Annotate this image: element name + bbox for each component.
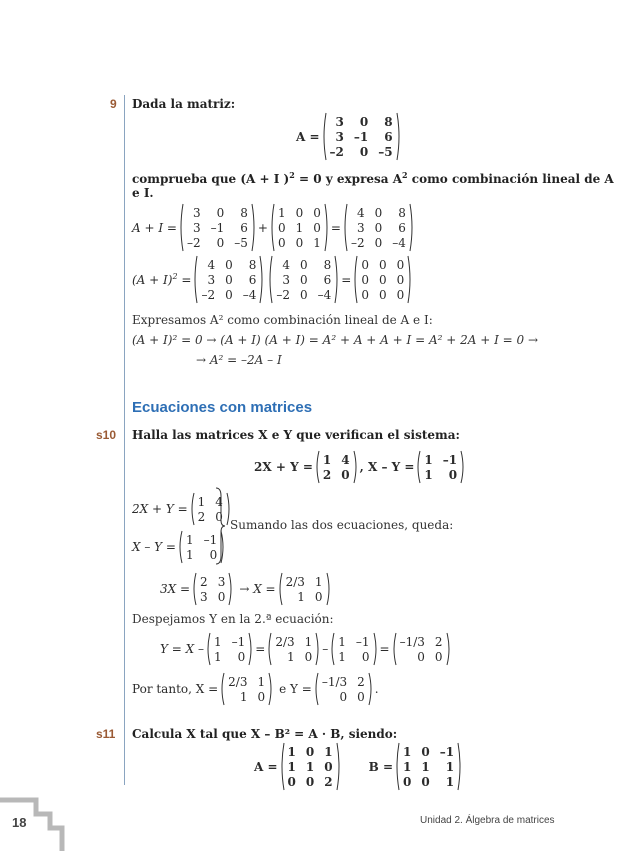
matrix-cell: 0 (374, 220, 383, 235)
matrix-cell: 6 (384, 129, 393, 144)
right-paren (251, 203, 256, 252)
matrix-grid (272, 635, 315, 664)
exercise-statement: comprueba que (A + I )$^2$ = 0 y expresa $A^2$ como combinación lineal de A (132, 170, 614, 186)
matrix-cell: 0 (341, 467, 350, 482)
matrix-cell: 1 (338, 649, 346, 664)
matrix-cell: 0 (314, 589, 323, 604)
right-paren (324, 203, 329, 252)
matrix-cell: 0 (257, 689, 266, 704)
exercise-statement-cont: e I. (132, 186, 154, 200)
matrix-grid (211, 635, 248, 664)
matrix-cell: 3 (192, 220, 201, 235)
matrix-cell: –1 (355, 634, 370, 649)
right-paren (259, 255, 264, 304)
section-title: Ecuaciones con matrices (132, 399, 313, 416)
matrix-cell: 0 (396, 287, 405, 302)
matrix-cell: 1 (322, 452, 332, 467)
matrix-cell: 3 (282, 272, 290, 287)
matrix-cell: 1 (445, 759, 455, 774)
matrix-cell: 3 (356, 220, 365, 235)
matrix-cell: 4 (282, 257, 290, 272)
matrix-grid (197, 575, 228, 604)
matrix-grid (327, 115, 396, 159)
matrix-cell: 1 (304, 634, 313, 649)
matrix-cell: 2 (322, 467, 332, 482)
matrix-a (322, 112, 401, 161)
matrix-cell: 0 (277, 220, 286, 235)
matrix-cell: 0 (237, 649, 246, 664)
matrix-cell: 0 (215, 509, 223, 524)
matrix-cell: 3 (207, 272, 216, 287)
matrix-cell: 6 (248, 272, 257, 287)
matrix-cell: 2 (200, 574, 208, 589)
matrix-grid (358, 258, 407, 302)
margin-rule (124, 95, 125, 785)
matrix-cell: 0 (396, 257, 405, 272)
right-paren (446, 632, 451, 666)
matrix-cell: 0 (300, 257, 308, 272)
matrix-cell: 0 (209, 547, 218, 562)
matrix-cell: –4 (242, 287, 257, 302)
matrix-cell: 1 (445, 774, 455, 789)
matrix-grid (285, 745, 336, 789)
matrix-cell: 0 (295, 205, 304, 220)
matrix-cell: –1 (203, 532, 218, 547)
matrix-cell: 0 (378, 272, 387, 287)
matrix (268, 255, 339, 304)
matrix-cell: 6 (323, 272, 332, 287)
right-paren (409, 203, 414, 252)
matrix-cell: –1 (210, 220, 225, 235)
matrix-cell: 2 (324, 774, 333, 789)
matrix-cell: 8 (248, 257, 257, 272)
matrix-cell: 0 (361, 287, 369, 302)
matrix-cell: 4 (207, 257, 216, 272)
three-x-equation: 3X = 2 3 3 0 → X = 2/3 1 1 0 (160, 572, 333, 606)
matrix-cell: 2 (197, 509, 206, 524)
matrix-cell: 0 (304, 649, 313, 664)
matrix-cell: 1 (305, 759, 315, 774)
matrix-cell: 0 (361, 257, 369, 272)
matrix-cell: 0 (434, 649, 443, 664)
square-equation: $(A + I)^2$ = 4 0 8 3 0 6 –2 0 –4 4 0 8 3 0 6 –2 0 –4 = 0 0 0 0 0 0 0 0 0 (132, 255, 414, 304)
matrix-cell: 1 (277, 205, 286, 220)
matrix-cell: 0 (361, 649, 370, 664)
matrix-cell: 0 (339, 689, 348, 704)
matrix (343, 203, 414, 252)
identity-matrix (270, 203, 329, 252)
conclusion: Por tanto, X = 2/3 1 1 0 e Y = –1/3 2 0 0 . (132, 672, 379, 706)
matrix-cell: 0 (216, 205, 225, 220)
matrix-grid (421, 453, 460, 482)
matrix-cell: 0 (300, 272, 308, 287)
matrix-y (392, 632, 451, 666)
system-of-equations: 2X + Y = 1 4 2 0 , X – Y = 1 –1 1 0 (254, 450, 467, 484)
matrix-cell: 1 (239, 689, 248, 704)
matrix-cell: 1 (324, 744, 333, 759)
zero-matrix (353, 255, 412, 304)
right-paren (268, 672, 273, 706)
matrix-cell: –2 (186, 235, 201, 250)
exercise-number: s11 (96, 727, 116, 741)
right-paren (368, 672, 373, 706)
matrix-cell: 4 (341, 452, 350, 467)
matrix-cell: 0 (421, 744, 430, 759)
matrix-cell: 0 (295, 235, 304, 250)
matrix-cell: 0 (287, 774, 296, 789)
matrix-cell: 8 (240, 205, 248, 220)
right-paren (396, 112, 401, 161)
matrix-grid (348, 206, 409, 250)
matrix-cell: –4 (317, 287, 332, 302)
exercise-title: Halla las matrices X e Y que verifican el sistema: (132, 428, 460, 442)
matrix-cell: 1 (185, 532, 194, 547)
right-paren (407, 255, 412, 304)
matrix-cell: 2/3 (285, 574, 305, 589)
matrix-cell: 1 (403, 759, 412, 774)
y-equation: Y = X – 1 –1 1 0 = 2/3 1 1 0 – 1 –1 1 0 = –1/3 2 0 0 (160, 632, 453, 666)
matrix-cell: 2 (434, 634, 443, 649)
matrix-grid (275, 206, 324, 250)
matrix-grid (198, 258, 259, 302)
matrix-cell: –2 (201, 287, 216, 302)
matrix (267, 632, 320, 666)
matrix-grid (397, 635, 446, 664)
matrix (206, 632, 253, 666)
matrix-cell: 0 (313, 220, 321, 235)
derivation-line: (A + I)² = 0 → (A + I) (A + I) = A² + A + A + I = A² + 2A + I = 0 → (132, 333, 539, 347)
matrix-grid (400, 745, 457, 789)
matrix-cell: 0 (359, 144, 369, 159)
matrix-cell: –1 (442, 452, 458, 467)
matrix-cell: 1 (421, 759, 430, 774)
right-paren (353, 450, 358, 484)
matrix-cell: 1 (338, 634, 346, 649)
right-paren (457, 742, 462, 791)
matrix-b (395, 742, 462, 791)
matrix-cell: 0 (378, 257, 387, 272)
matrix-cell: –1/3 (399, 634, 425, 649)
exercise-number: s10 (96, 428, 117, 442)
matrix-x (220, 672, 273, 706)
matrix-cell: 3 (217, 574, 226, 589)
matrix (193, 255, 264, 304)
matrix-cell: –4 (392, 235, 406, 250)
matrix-cell: 0 (216, 235, 225, 250)
right-paren (228, 572, 233, 606)
right-paren (248, 632, 253, 666)
despejamos-text: Despejamos Y en la 2.ª ecuación: (132, 612, 334, 626)
matrix-grid (273, 258, 334, 302)
express-text: Expresamos A² como combinación lineal de A e I: (132, 313, 433, 327)
exercise-title: Dada la matriz: (132, 97, 236, 111)
sumando-text: Sumando las dos ecuaciones, queda: (230, 518, 454, 532)
right-paren (336, 742, 341, 791)
matrix-cell: –1 (231, 634, 246, 649)
matrix-cell: 1 (286, 649, 295, 664)
matrix-cell: 1 (295, 220, 304, 235)
matrix-cell: 2/3 (275, 634, 295, 649)
matrix-cell: 3 (335, 129, 344, 144)
matrix-cell: 1 (213, 634, 222, 649)
matrix-cell: 0 (277, 235, 286, 250)
matrix-cell: 4 (356, 205, 365, 220)
right-paren (326, 572, 331, 606)
matrix-grid (319, 675, 368, 704)
matrix-y (314, 672, 373, 706)
matrix-cell: 1 (313, 235, 321, 250)
page-number: 18 (12, 815, 27, 830)
matrix-cell: 1 (213, 649, 222, 664)
matrix-cell: 6 (240, 220, 248, 235)
matrix-cell: –1 (353, 129, 369, 144)
matrix-cell: 8 (398, 205, 406, 220)
right-paren (373, 632, 378, 666)
matrix-cell: 0 (305, 744, 315, 759)
matrix-a-b-definition: A = 1 0 1 1 1 0 0 0 2 B = 1 0 –1 1 1 1 0 0 1 (254, 742, 464, 791)
matrix-cell: –1 (439, 744, 455, 759)
exercise-number: 9 (110, 97, 117, 111)
matrix-cell: 0 (305, 774, 315, 789)
matrix-cell: 1 (424, 452, 433, 467)
matrix-cell: 0 (448, 467, 458, 482)
matrix-cell: 1 (287, 744, 296, 759)
matrix (416, 450, 465, 484)
matrix-cell: –2 (276, 287, 290, 302)
equation-a: 2X + Y = 1 4 2 0 (132, 492, 233, 526)
footer-unit-title: Unidad 2. Álgebra de matrices (420, 815, 555, 826)
matrix-cell: 3 (200, 589, 208, 604)
matrix-grid (225, 675, 268, 704)
matrix-cell: 0 (324, 759, 333, 774)
matrix (192, 572, 233, 606)
right-paren (334, 255, 339, 304)
matrix-cell: 0 (225, 287, 233, 302)
matrix-a (280, 742, 341, 791)
matrix-grid (320, 453, 353, 482)
matrix-cell: 4 (215, 494, 223, 509)
matrix-cell: 0 (374, 235, 383, 250)
matrix-cell: 0 (421, 774, 430, 789)
matrix-cell: 1 (287, 759, 296, 774)
matrix-cell: 3 (335, 114, 344, 129)
matrix-cell: –2 (350, 235, 365, 250)
sum-equation: A + I = 3 0 8 3 –1 6 –2 0 –5 + 1 0 0 0 1 0 0 0 1 = 4 0 8 3 0 6 –2 0 –4 (132, 203, 416, 252)
matrix-cell: 0 (313, 205, 321, 220)
matrix-cell: 1 (297, 589, 305, 604)
matrix-grid (184, 206, 251, 250)
derivation-result: → A² = –2A – I (196, 353, 282, 367)
matrix (330, 632, 377, 666)
matrix-cell: 0 (359, 114, 369, 129)
matrix-cell: 1 (257, 674, 266, 689)
right-paren (460, 450, 465, 484)
right-paren (315, 632, 320, 666)
matrix-cell: 1 (197, 494, 206, 509)
equation-b: X – Y = 1 –1 1 0 (132, 530, 227, 564)
matrix-cell: 0 (217, 589, 226, 604)
matrix-cell: 2 (357, 674, 365, 689)
matrix-cell: 0 (403, 774, 412, 789)
matrix-cell: 0 (225, 272, 233, 287)
matrix-cell: 1 (314, 574, 323, 589)
matrix-cell: –5 (378, 144, 393, 159)
matrix-cell: 1 (424, 467, 433, 482)
matrix-cell: 3 (192, 205, 201, 220)
matrix-cell: 8 (323, 257, 332, 272)
matrix-x (278, 572, 331, 606)
matrix-cell: 0 (374, 205, 383, 220)
right-brace (214, 486, 226, 566)
matrix-cell: 0 (357, 689, 365, 704)
matrix (179, 203, 256, 252)
matrix-cell: 1 (403, 744, 412, 759)
matrix-cell: 0 (361, 272, 369, 287)
matrix-cell: –2 (329, 144, 344, 159)
matrix-cell: 0 (300, 287, 308, 302)
matrix-cell: 8 (384, 114, 393, 129)
matrix-cell: 0 (417, 649, 425, 664)
matrix-cell: 0 (225, 257, 233, 272)
matrix-grid (283, 575, 326, 604)
exercise-title: Calcula X tal que X – B² = A · B, siendo: (132, 727, 398, 741)
matrix-cell: –5 (234, 235, 248, 250)
matrix-cell: 6 (398, 220, 406, 235)
matrix-cell: 1 (185, 547, 194, 562)
matrix-a-definition: A = 3 0 8 3 –1 6 –2 0 –5 (296, 112, 403, 161)
matrix-grid (335, 635, 372, 664)
matrix-cell: 2/3 (228, 674, 248, 689)
matrix-cell: –1/3 (321, 674, 348, 689)
matrix-cell: 0 (378, 287, 387, 302)
matrix-cell: 0 (396, 272, 405, 287)
matrix (315, 450, 358, 484)
